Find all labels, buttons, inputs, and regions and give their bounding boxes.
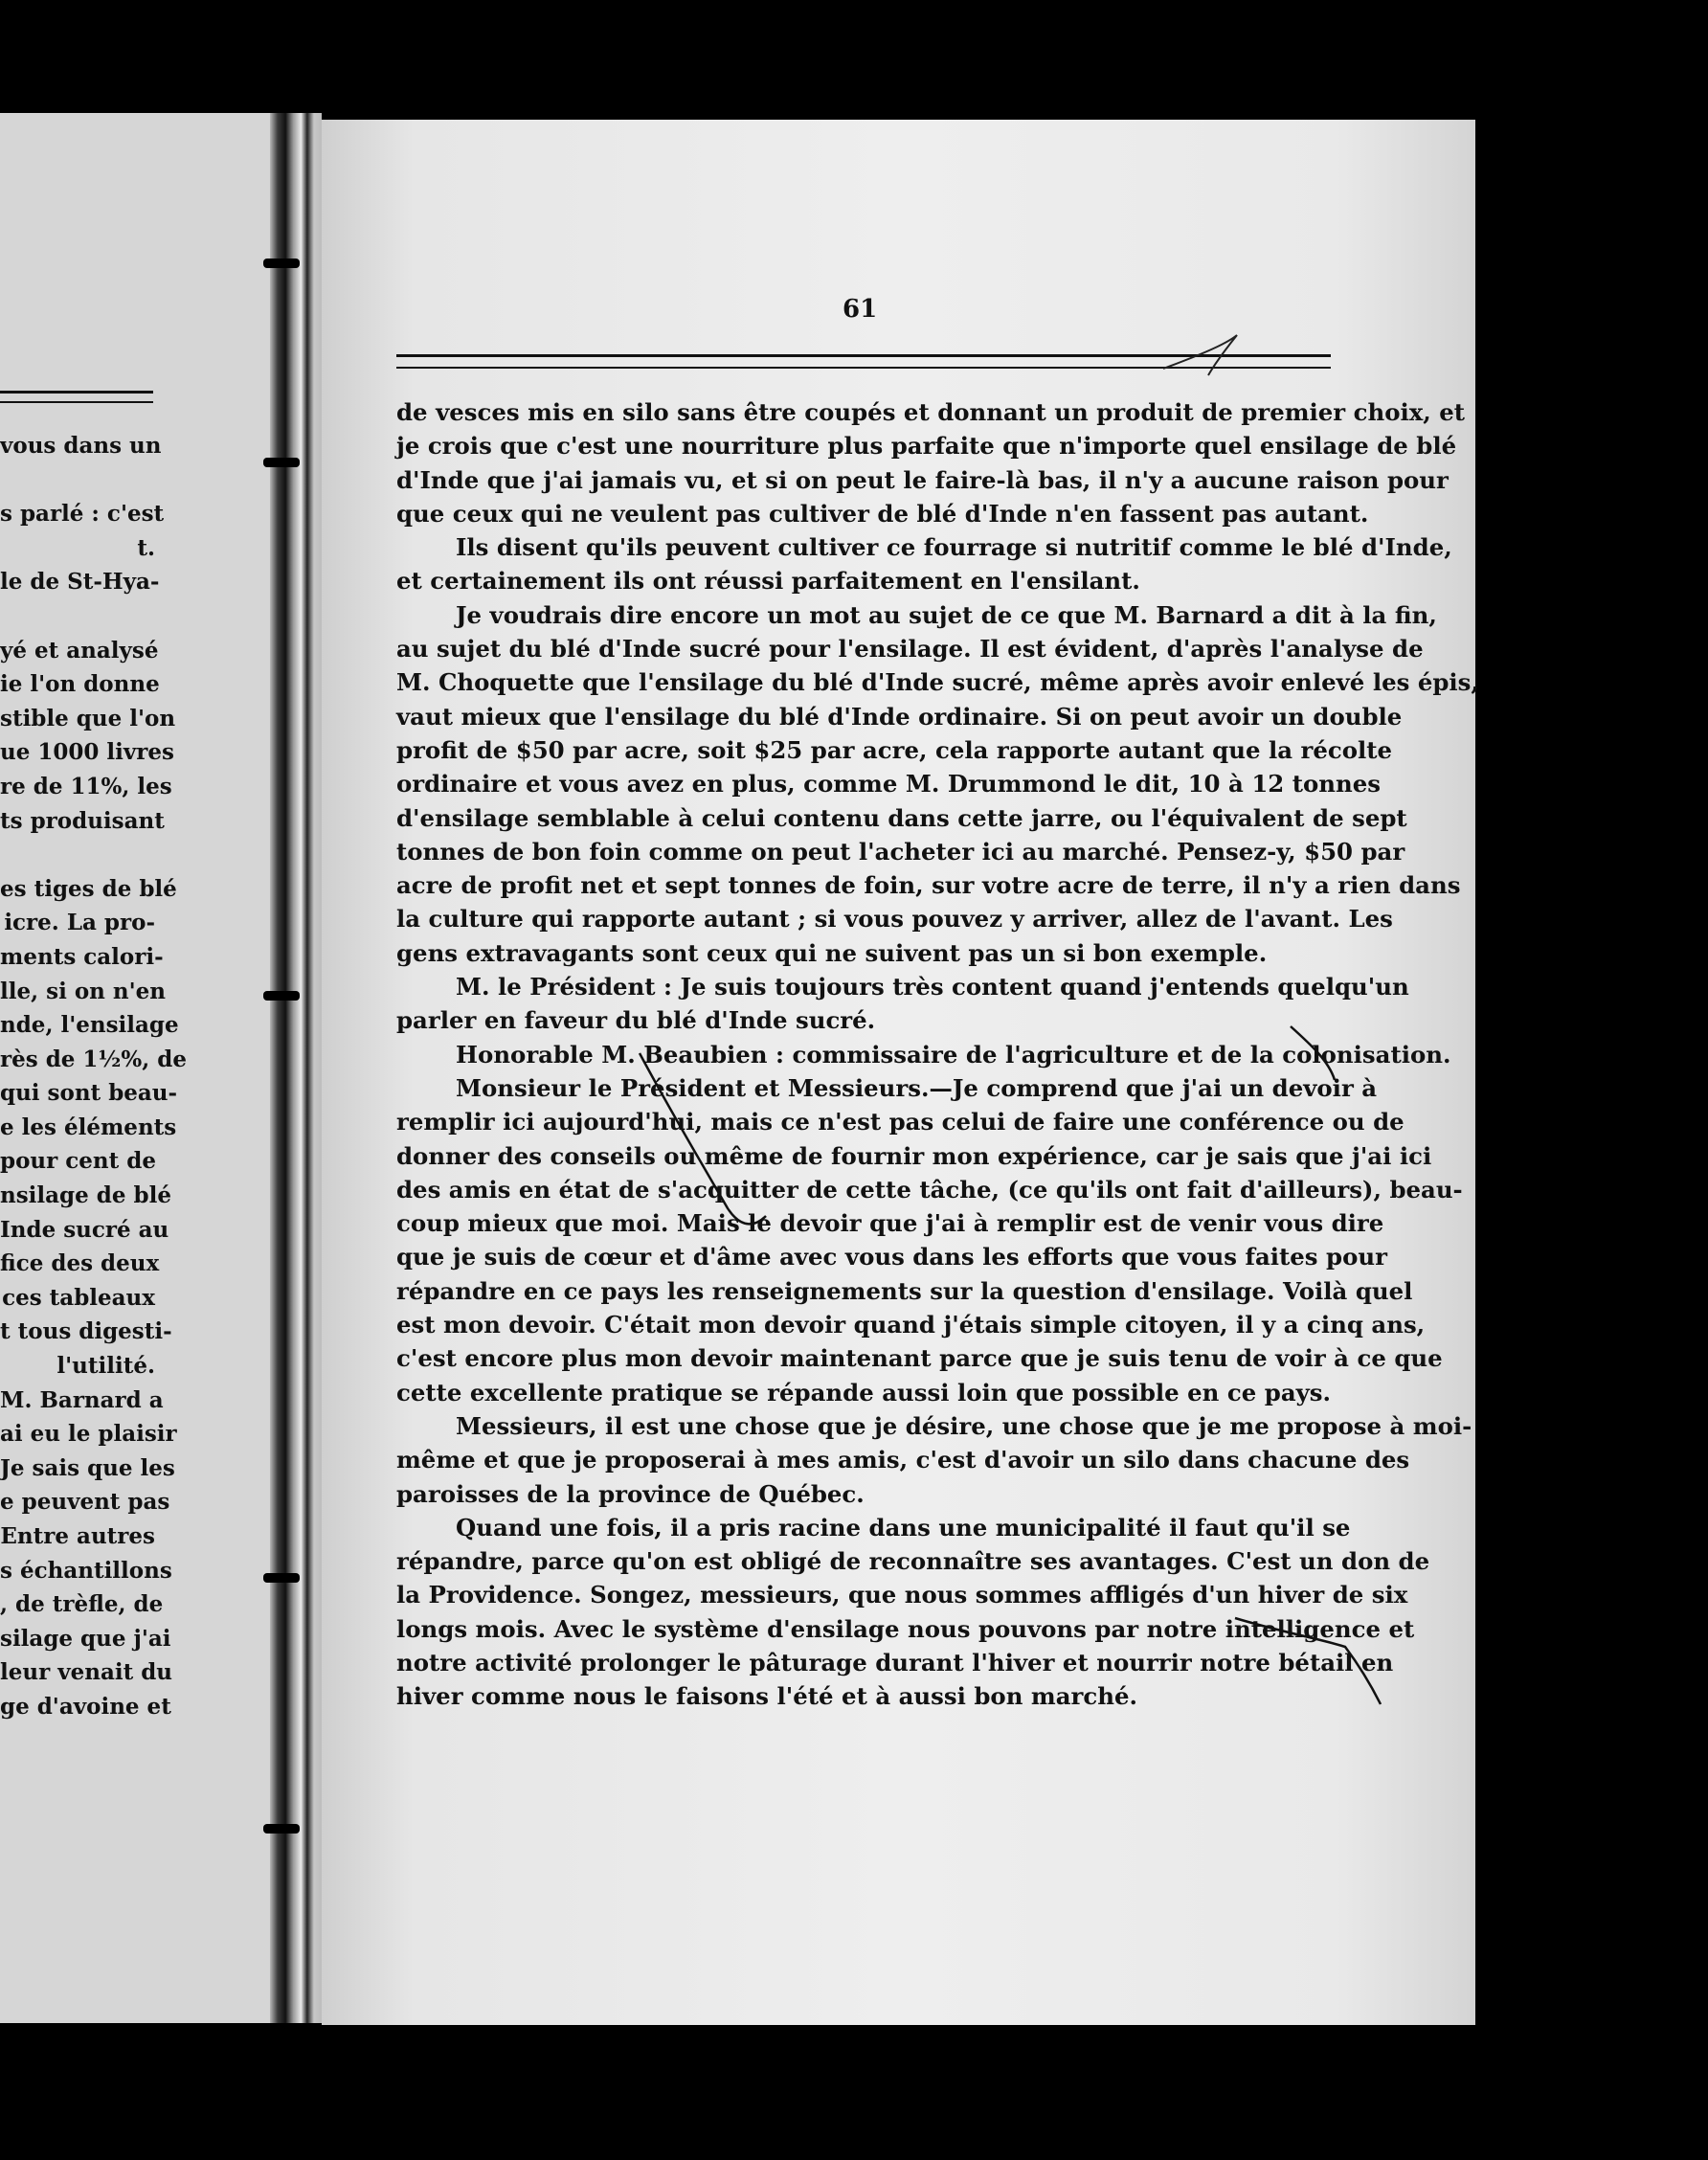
text-line: notre activité prolonger le pâturage durant l'hiver et nourrir notre bétail en xyxy=(396,1648,1394,1676)
left-line xyxy=(0,838,155,872)
text-line: vaut mieux que l'ensilage du blé d'Inde ordinaire. Si on peut avoir un double xyxy=(396,702,1403,731)
left-line: vous dans un xyxy=(0,433,162,459)
left-line: l'utilité. xyxy=(56,1353,155,1380)
left-line: e les éléments xyxy=(0,1114,177,1140)
page-body-text xyxy=(396,395,1479,1714)
text-line: et certainement ils ont réussi parfaitement en l'ensilant. xyxy=(396,567,1140,596)
header-double-rule xyxy=(396,354,1331,369)
left-line: qui sont beau- xyxy=(0,1080,178,1107)
text-line: parler en faveur du blé d'Inde sucré. xyxy=(396,1006,876,1035)
left-line: s parlé : c'est xyxy=(0,501,165,528)
left-line xyxy=(0,599,155,634)
left-line: nde, l'ensilage xyxy=(0,1012,179,1039)
text-line: au sujet du blé d'Inde sucré pour l'ensilage. Il est évident, d'après l'analyse de xyxy=(396,635,1424,664)
left-line: Je sais que les xyxy=(0,1454,175,1481)
text-line: de vesces mis en silo sans être coupés et donnant un produit de premier choix, et xyxy=(396,398,1466,426)
left-page-text xyxy=(0,429,188,1724)
left-line: ts produisant xyxy=(0,807,165,834)
left-line: ue 1000 livres xyxy=(0,739,174,766)
left-line: icre. La pro- xyxy=(4,910,155,936)
left-line: Entre autres xyxy=(0,1523,155,1549)
text-line: Quand une fois, il a pris racine dans une municipalité il faut qu'il se xyxy=(456,1513,1351,1541)
left-line: M. Barnard a xyxy=(0,1386,164,1413)
left-line: ie l'on donne xyxy=(0,671,160,698)
left-line: ments calori- xyxy=(0,943,164,970)
text-line: donner des conseils ou même de fournir mon expérience, car je sais que j'ai ici xyxy=(396,1141,1432,1170)
text-line: ordinaire et vous avez en plus, comme M. Drummond le dit, 10 à 12 tonnes xyxy=(396,770,1382,799)
text-line: que ceux qui ne veulent pas cultiver de blé d'Inde n'en fassent pas autant. xyxy=(396,499,1369,528)
left-line: silage que j'ai xyxy=(0,1625,171,1652)
binding-stitch xyxy=(263,259,300,268)
left-line: nsilage de blé xyxy=(0,1182,171,1209)
text-line: Je voudrais dire encore un mot au sujet de ce que M. Barnard a dit à la fin, xyxy=(456,600,1437,629)
left-line: s échantillons xyxy=(0,1557,172,1584)
text-line: longs mois. Avec le système d'ensilage nous pouvons par notre intelligence et xyxy=(396,1614,1415,1643)
left-line: rès de 1½%, de xyxy=(0,1046,188,1072)
text-line: Ils disent qu'ils peuvent cultiver ce fourrage si nutritif comme le blé d'Inde, xyxy=(456,533,1452,562)
page-number: 61 xyxy=(843,295,878,324)
left-line: lle, si on n'en xyxy=(0,978,167,1004)
left-line: ai eu le plaisir xyxy=(0,1421,177,1448)
text-line: répandre en ce pays les renseignements sur la question d'ensilage. Voilà quel xyxy=(396,1276,1413,1305)
left-line: t. xyxy=(137,534,155,561)
text-line: d'ensilage semblable à celui contenu dans cette jarre, ou l'équivalent de sept xyxy=(396,803,1407,832)
left-line: leur venait du xyxy=(0,1659,173,1686)
text-line: est mon devoir. C'était mon devoir quand j'étais simple citoyen, il y a cinq ans, xyxy=(396,1311,1426,1339)
left-page-rule xyxy=(0,391,153,403)
speaker-line-beaubien: Honorable M. Beaubien : commissaire de l'agriculture et de la colonisation. xyxy=(456,1040,1451,1069)
text-line: acre de profit net et sept tonnes de foin, sur votre acre de terre, il n'y a rien dans xyxy=(396,871,1461,900)
left-line xyxy=(0,463,155,498)
left-line: e peuvent pas xyxy=(0,1489,170,1516)
text-line: paroisses de la province de Québec. xyxy=(396,1479,865,1508)
binding-stitch xyxy=(263,1824,300,1834)
left-line: Inde sucré au xyxy=(0,1216,169,1243)
left-line: pour cent de xyxy=(0,1148,156,1175)
text-line: coup mieux que moi. Mais le devoir que j'ai à remplir est de venir vous dire xyxy=(396,1209,1384,1238)
left-line: stible que l'on xyxy=(0,705,176,731)
text-line: gens extravagants sont ceux qui ne suivent pas un si bon exemple. xyxy=(396,938,1268,967)
text-line: d'Inde que j'ai jamais vu, et si on peut le faire-là bas, il n'y a aucune raison pour xyxy=(396,465,1449,494)
text-line: je crois que c'est une nourriture plus parfaite que n'importe quel ensilage de blé xyxy=(396,432,1457,461)
text-line: Messieurs, il est une chose que je désire, une chose que je me propose à moi- xyxy=(456,1411,1472,1440)
speaker-line-president: M. le Président : Je suis toujours très content quand j'entends quelqu'un xyxy=(456,973,1409,1001)
text-line: répandre, parce qu'on est obligé de reconnaître ses avantages. C'est un don de xyxy=(396,1547,1430,1576)
text-line: remplir ici aujourd'hui, mais ce n'est pas celui de faire une conférence ou de xyxy=(396,1108,1405,1136)
left-line: le de St-Hya- xyxy=(0,569,160,596)
text-line: cette excellente pratique se répande aussi loin que possible en ce pays. xyxy=(396,1378,1332,1406)
binding-stitch xyxy=(263,991,300,1001)
left-line: yé et analysé xyxy=(0,637,159,664)
text-line: hiver comme nous le faisons l'été et à aussi bon marché. xyxy=(396,1682,1137,1711)
binding-stitch xyxy=(263,458,300,467)
text-line: même et que je proposerai à mes amis, c'est d'avoir un silo dans chacune des xyxy=(396,1446,1410,1474)
left-line: ces tableaux xyxy=(2,1284,155,1311)
left-line: re de 11%, les xyxy=(0,773,172,799)
salutation-line: Monsieur le Président et Messieurs.—Je comprend que j'ai un devoir à xyxy=(456,1073,1378,1102)
left-line: fice des deux xyxy=(0,1250,160,1277)
left-line: es tiges de blé xyxy=(0,875,177,902)
text-line: tonnes de bon foin comme on peut l'acheter ici au marché. Pensez-y, $50 par xyxy=(396,837,1405,866)
text-line: M. Choquette que l'ensilage du blé d'Inde sucré, même après avoir enlevé les épis, xyxy=(396,668,1479,697)
left-line: t tous digesti- xyxy=(0,1318,172,1345)
left-line: , de trèfle, de xyxy=(0,1591,164,1618)
left-line: ge d'avoine et xyxy=(0,1693,171,1720)
text-line: la Providence. Songez, messieurs, que nous sommes affligés d'un hiver de six xyxy=(396,1581,1408,1609)
text-line: c'est encore plus mon devoir maintenant parce que je suis tenu de voir à ce que xyxy=(396,1344,1443,1373)
text-line: profit de $50 par acre, soit $25 par acre, cela rapporte autant que la récolte xyxy=(396,735,1393,764)
text-line: des amis en état de s'acquitter de cette tâche, (ce qu'ils ont fait d'ailleurs), beau- xyxy=(396,1175,1463,1204)
text-line: la culture qui rapporte autant ; si vous pouvez y arriver, allez de l'avant. Les xyxy=(396,905,1393,934)
text-line: que je suis de cœur et d'âme avec vous dans les efforts que vous faites pour xyxy=(396,1243,1387,1271)
binding-stitch xyxy=(263,1573,300,1583)
book-binding-gutter xyxy=(270,113,322,2023)
